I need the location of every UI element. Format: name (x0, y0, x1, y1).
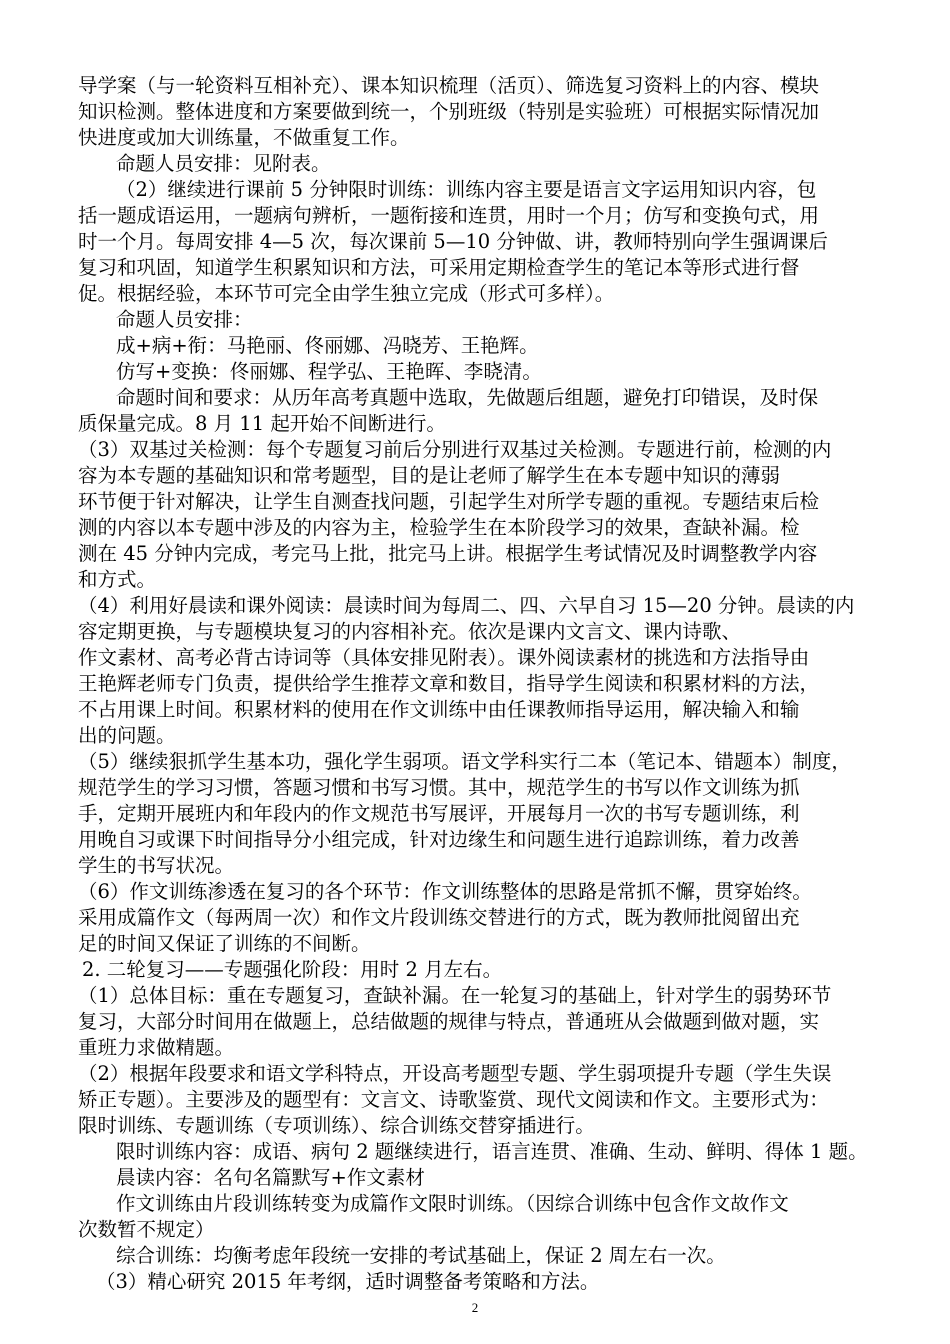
section-heading: 2. 二轮复习——专题强化阶段：用时 2 月左右。 (82, 958, 503, 981)
text-line: 出的问题。 (78, 724, 176, 747)
text-line: 命题人员安排： (116, 308, 253, 331)
text-line: 时一个月。每周安排 4—5 次，每次课前 5—10 分钟做、讲，教师特别向学生强调课后 (78, 230, 828, 253)
text-line: （3）精心研究 2015 年考纲，适时调整备考策略和方法。 (96, 1270, 600, 1293)
text-line: 作文素材、高考必背古诗词等（具体安排见附表）。课外阅读素材的挑选和方法指导由 (78, 646, 810, 669)
text-line: 综合训练：均衡考虑年段统一安排的考试基础上，保证 2 周左右一次。 (116, 1244, 726, 1267)
text-line: 环节便于针对解决，让学生自测查找问题，引起学生对所学专题的重视。专题结束后检 (78, 490, 820, 513)
text-line: 测在 45 分钟内完成，考完马上批，批完马上讲。根据学生考试情况及时调整教学内容 (78, 542, 818, 565)
text-line: 学生的书写状况。 (78, 854, 235, 877)
text-line: 足的时间又保证了训练的不间断。 (78, 932, 371, 955)
text-line: 快进度或加大训练量，不做重复工作。 (78, 126, 410, 149)
text-line: 次数暂不规定） (78, 1218, 215, 1241)
text-line: 括一题成语运用，一题病句辨析，一题衔接和连贯，用时一个月；仿写和变换句式，用 (78, 204, 820, 227)
text-line: 容为本专题的基础知识和常考题型，目的是让老师了解学生在本专题中知识的薄弱 (78, 464, 781, 487)
text-line: 王艳辉老师专门负责，提供给学生推荐文章和数目，指导学生阅读和积累材料的方法， (78, 672, 820, 695)
text-line: 仿写+变换：佟丽娜、程学弘、王艳晖、李晓清。 (116, 360, 542, 383)
text-line: 质保量完成。8 月 11 起开始不间断进行。 (78, 412, 446, 435)
text-line: （2）继续进行课前 5 分钟限时训练：训练内容主要是语言文字运用知识内容，包 (116, 178, 817, 201)
text-line: （1）总体目标：重在专题复习，查缺补漏。在一轮复习的基础上，针对学生的弱势环节 (78, 984, 832, 1007)
text-line: 限时训练内容：成语、病句 2 题继续进行，语言连贯、准确、生动、鲜明、得体 1 题。 (116, 1140, 868, 1163)
text-line: 作文训练由片段训练转变为成篇作文限时训练。（因综合训练中包含作文故作文 (116, 1192, 789, 1215)
text-line: 晨读内容：名句名篇默写+作文素材 (116, 1166, 425, 1189)
text-line: 手，定期开展班内和年段内的作文规范书写展评，开展每月一次的书写专题训练，利 (78, 802, 800, 825)
text-line: 命题时间和要求：从历年高考真题中选取，先做题后组题，避免打印错误，及时保 (116, 386, 819, 409)
text-line: （6）作文训练渗透在复习的各个环节：作文训练整体的思路是常抓不懈，贯穿始终。 (78, 880, 812, 903)
text-line: 限时训练、专题训练（专项训练）、综合训练交替穿插进行。 (78, 1114, 595, 1137)
text-line: 促。根据经验，本环节可完全由学生独立完成（形式可多样）。 (78, 282, 615, 305)
text-line: 知识检测。整体进度和方案要做到统一，个别班级（特别是实验班）可根据实际情况加 (78, 100, 820, 123)
text-line: 容定期更换，与专题模块复习的内容相补充。依次是课内文言文、课内诗歌、 (78, 620, 742, 643)
text-line: 导学案（与一轮资料互相补充）、课本知识梳理（活页）、筛选复习资料上的内容、模块 (78, 74, 820, 97)
text-line: 矫正专题）。主要涉及的题型有：文言文、诗歌鉴赏、现代文阅读和作文。主要形式为： (78, 1088, 829, 1111)
text-line: （5）继续狠抓学生基本功，强化学生弱项。语文学科实行二本（笔记本、错题本）制度， (78, 750, 851, 773)
text-line: 不占用课上时间。积累材料的使用在作文训练中由任课教师指导运用，解决输入和输 (78, 698, 800, 721)
text-line: 命题人员安排：见附表。 (116, 152, 331, 175)
text-line: 复习和巩固，知道学生积累知识和方法，可采用定期检查学生的笔记本等形式进行督 (78, 256, 800, 279)
text-line: 用晚自习或课下时间指导分小组完成，针对边缘生和问题生进行追踪训练，着力改善 (78, 828, 800, 851)
text-line: 和方式。 (78, 568, 157, 591)
text-line: 成+病+衔：马艳丽、佟丽娜、冯晓芳、王艳辉。 (116, 334, 539, 357)
text-line: 复习，大部分时间用在做题上，总结做题的规律与特点，普通班从会做题到做对题，实 (78, 1010, 820, 1033)
text-line: （4）利用好晨读和课外阅读：晨读时间为每周二、四、六早自习 15—20 分钟。晨读的内 (78, 594, 855, 617)
text-line: 采用成篇作文（每两周一次）和作文片段训练交替进行的方式，既为教师批阅留出充 (78, 906, 800, 929)
text-line: 规范学生的学习习惯，答题习惯和书写习惯。其中，规范学生的书写以作文训练为抓 (78, 776, 800, 799)
text-line: （3）双基过关检测：每个专题复习前后分别进行双基过关检测。专题进行前，检测的内 (78, 438, 832, 461)
text-line: （2）根据年段要求和语文学科特点，开设高考题型专题、学生弱项提升专题（学生失误 (78, 1062, 832, 1085)
page-number: 2 (471, 1300, 479, 1315)
text-line: 测的内容以本专题中涉及的内容为主，检验学生在本阶段学习的效果，查缺补漏。检 (78, 516, 800, 539)
text-line: 重班力求做精题。 (78, 1036, 235, 1059)
